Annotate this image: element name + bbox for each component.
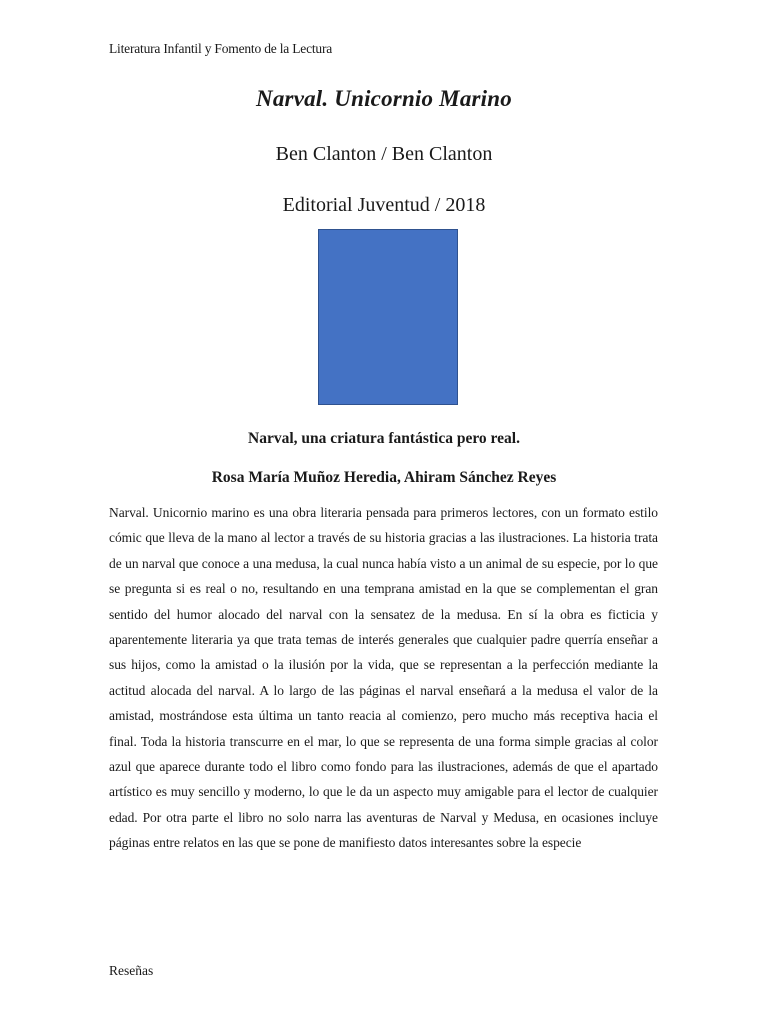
review-title: Narval, una criatura fantástica pero real. [248, 430, 520, 447]
review-body: Narval. Unicornio marino es una obra literaria pensada para primeros lectores, con un formato estilo cómic que lleva de la mano al lector a través de su historia gracias a las ilustraciones. La historia trata de un narval que conoce a una medusa, la cual nunca había visto a un animal de su especie, por lo que se pregunta si es real o no, resultando en una temprana amistad en la que se complementan el gran sentido del humor alocado del narval con la sensatez de la medusa. En sí la obra es ficticia y aparentemente literaria ya que trata temas de interés generales que cualquier padre querría enseñar a sus hijos, como la amistad o la ilusión por la vida, que se representan a la perfección mediante la actitud alocada del narval. A lo largo de las páginas el narval enseñará a la medusa el valor de la amistad, mostrándose esta última un tanto reacia al comienzo, pero mucho más receptiva hacia el final. Toda la historia transcurre en el mar, lo que se representa de una forma simple gracias al color azul que aparece durante todo el libro como fondo para las ilustraciones, además de que el apartado artístico es muy sencillo y moderno, lo que le da un aspecto muy amigable para el lector de cualquier edad. Por otra parte el libro no solo narra las aventuras de Narval y Medusa, en ocasiones incluye páginas entre relatos en las que se pone de manifiesto datos interesantes sobre la especie [109, 505, 658, 851]
review-authors: Rosa María Muñoz Heredia, Ahiram Sánchez Reyes [211, 469, 557, 486]
running-header: Literatura Infantil y Fomento de la Lectura [109, 41, 333, 56]
book-title: Narval. Unicornio Marino [256, 86, 512, 111]
book-cover-image [318, 229, 458, 405]
book-authors: Ben Clanton / Ben Clanton [275, 143, 493, 165]
running-footer: Reseñas [109, 963, 154, 978]
book-publisher: Editorial Juventud / 2018 [282, 194, 486, 216]
